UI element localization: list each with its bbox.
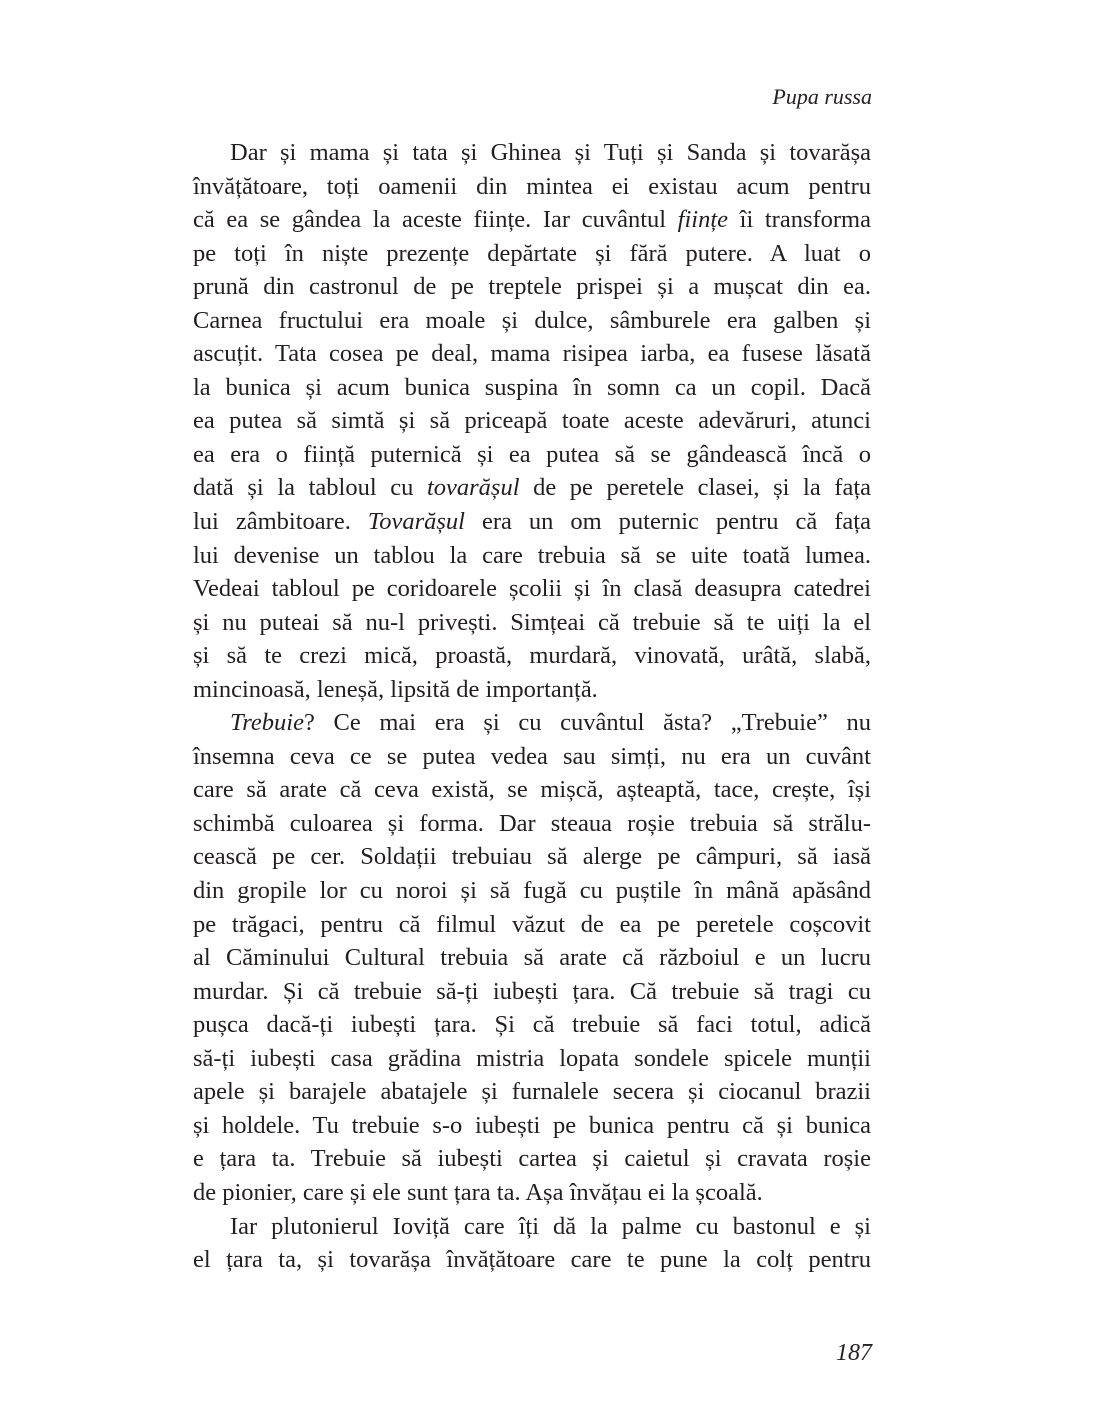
text-run: era un om puternic pentru că fața (464, 508, 871, 536)
text-line (193, 438, 871, 472)
text-line (193, 505, 871, 539)
text-run: e țara ta. Trebuie să iubești cartea și caietul și cravata roșie (193, 1145, 871, 1173)
text-run: mincinoasă, leneșă, lipsită de importanță. (193, 675, 598, 703)
text-run: Carnea fructului era moale și dulce, sâmburele era galben și (193, 306, 871, 334)
text-run: murdar. Și că trebuie să-ți iubești țara. Că trebuie să tragi cu (193, 977, 871, 1005)
text-run: să-ți iubești casa grădina mistria lopata sondele spicele munții (193, 1044, 871, 1072)
text-run: din gropile lor cu noroi și să fugă cu puștile în mână apăsând (193, 877, 871, 905)
text-run: pe trăgaci, pentru că filmul văzut de ea pe peretele coșcovit (193, 910, 871, 938)
text-line (193, 404, 871, 438)
text-run: Dar și mama și tata și Ghinea și Tuți și Sanda și tovarășa (230, 139, 871, 166)
text-run: pe toți în niște prezențe depărtate și fără putere. A luat o (193, 239, 871, 267)
text-run: ea era o ființă puternică și ea putea să se gândească încă o (193, 440, 871, 468)
text-run: îi transforma (728, 206, 871, 234)
text-run: și holdele. Tu trebuie s-o iubești pe bunica pentru că și bunica (193, 1111, 871, 1139)
text-run: la bunica și acum bunica suspina în somn ca un copil. Dacă (193, 373, 871, 401)
text-run: Iar plutonierul Ioviță care îți dă la palme cu bastonul e și (230, 1212, 871, 1240)
text-run: el țara ta, și tovarășa învățătoare care te pune la colț pentru (193, 1246, 871, 1274)
text-line (193, 807, 871, 841)
text-line (193, 975, 871, 1009)
text-run: Vedeai tabloul pe coridoarele școlii și în clasă deasupra catedrei (193, 575, 871, 603)
text-run: și să te crezi mică, proastă, murdară, vinovată, urâtă, slabă, (193, 642, 871, 670)
text-run: ? Ce mai era și cu cuvântul ăsta? „Trebuie” nu (303, 709, 871, 737)
text-line (193, 539, 871, 573)
text-line (193, 1142, 871, 1176)
text-line (193, 840, 871, 874)
text-line (193, 1008, 871, 1042)
italic-text: Tovarășul (367, 508, 465, 536)
body-text (193, 136, 871, 1277)
running-head: Pupa russa (772, 84, 872, 109)
text-run: lui zâmbitoare. (193, 508, 368, 536)
italic-text: ființe (677, 206, 729, 234)
text-run: dată și la tabloul cu (193, 474, 427, 502)
text-line (193, 606, 871, 640)
text-line (193, 1075, 871, 1109)
text-run: de pionier, care și ele sunt țara ta. Așa învățau ei la școală. (193, 1178, 763, 1206)
text-line (193, 941, 871, 975)
text-line (193, 773, 871, 807)
text-run: însemna ceva ce se putea vedea sau simți, nu era un cuvânt (193, 742, 871, 770)
text-line (193, 203, 871, 237)
text-run: de pe peretele clasei, și la fața (519, 474, 872, 502)
text-line (193, 304, 871, 338)
text-run: care să arate că ceva există, se mișcă, așteaptă, tace, crește, își (193, 776, 871, 804)
text-run: cească pe cer. Soldații trebuiau să alerge pe câmpuri, să iasă (193, 843, 871, 871)
text-line (193, 673, 871, 707)
text-run: lui devenise un tablou la care trebuia să se uite toată lumea. (193, 541, 871, 569)
italic-text: tovarășul (426, 474, 520, 502)
text-line (193, 270, 871, 304)
text-line (193, 170, 871, 204)
text-line (193, 337, 871, 371)
text-line (193, 1109, 871, 1143)
text-line (193, 371, 871, 405)
text-run: învățătoare, toți oamenii din mintea ei existau acum pentru (193, 172, 871, 200)
text-run: ascuțit. Tata cosea pe deal, mama risipea iarba, ea fusese lăsată (193, 340, 871, 368)
text-run: al Căminului Cultural trebuia să arate că războiul e un lucru (193, 944, 871, 972)
text-line (193, 1243, 871, 1277)
text-run: apele și barajele abatajele și furnalele secera și ciocanul brazii (193, 1078, 871, 1106)
text-run: pușca dacă-ți iubești țara. Și că trebuie să faci totul, adică (193, 1011, 871, 1039)
text-run: și nu puteai să nu-l privești. Simțeai că trebuie să te uiți la el (193, 608, 871, 636)
text-line (193, 237, 871, 271)
text-run: că ea se gândea la aceste ființe. Iar cuvântul (193, 206, 678, 234)
text-line (193, 1176, 871, 1210)
text-line (193, 639, 871, 673)
text-line (193, 908, 871, 942)
text-run: ea putea să simtă și să priceapă toate aceste adevăruri, atunci (193, 407, 871, 435)
text-run: prună din castronul de pe treptele prispei și a mușcat din ea. (193, 273, 871, 301)
text-line (193, 706, 871, 740)
text-run: schimbă culoarea și forma. Dar steaua roșie trebuia să strălu- (193, 809, 871, 837)
text-line (193, 740, 871, 774)
text-line (193, 1210, 871, 1244)
text-line (193, 1042, 871, 1076)
page-number: 187 (836, 1340, 872, 1366)
italic-text: Trebuie (230, 709, 304, 737)
text-line (193, 471, 871, 505)
text-line (193, 874, 871, 908)
text-line (193, 572, 871, 606)
text-line (193, 136, 871, 170)
